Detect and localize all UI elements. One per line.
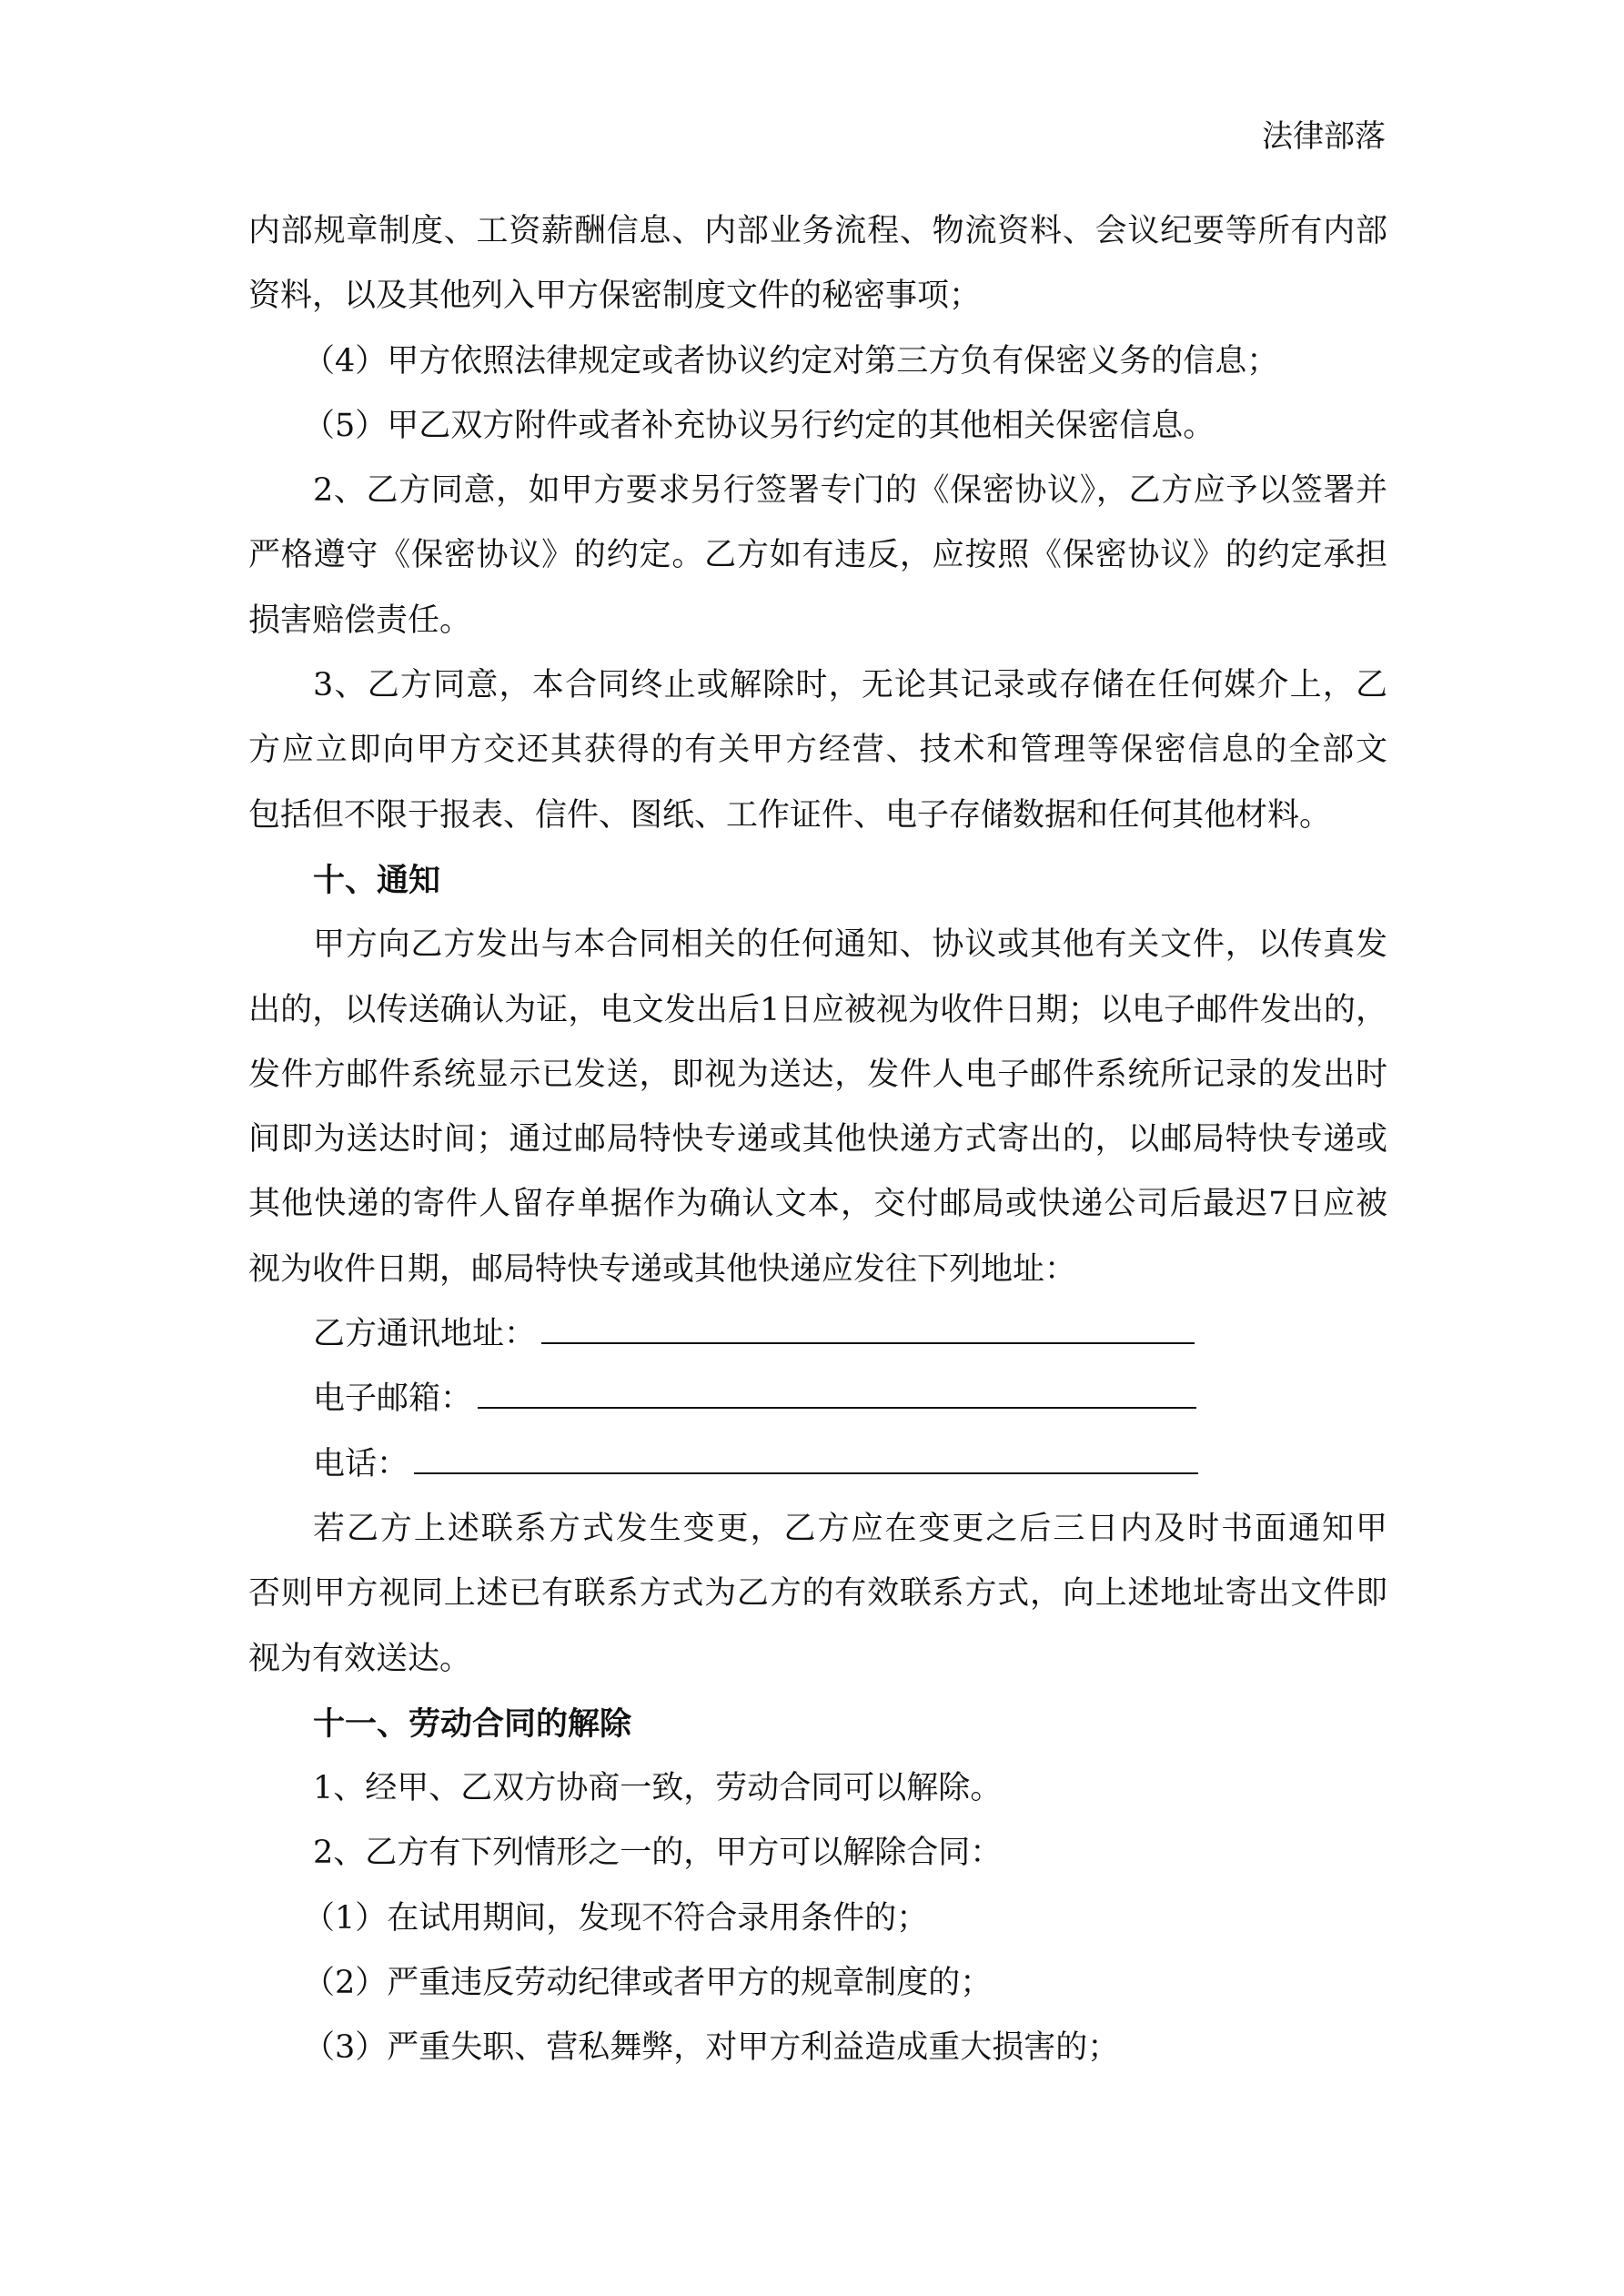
paragraph-line: 视为有效送达。 [248, 1640, 472, 1677]
email-label: 电子邮箱： [313, 1381, 473, 1418]
paragraph-line: 2、乙方有下列情形之一的，甲方可以解除合同： [313, 1835, 1003, 1872]
paragraph-line: 出的，以传送确认为证，电文发出后1日应被视为收件日期；以电子邮件发出的， [248, 991, 1387, 1028]
list-item: （1）在试用期间，发现不符合录用条件的； [303, 1899, 929, 1937]
document-body [248, 199, 1387, 2081]
paragraph-line: 否则甲方视同上述已有联系方式为乙方的有效联系方式，向上述地址寄出文件即 [248, 1575, 1387, 1613]
paragraph-line: 内部规章制度、工资薪酬信息、内部业务流程、物流资料、会议纪要等所有内部 [248, 213, 1387, 249]
email-blank [478, 1367, 1196, 1409]
list-item: （5）甲乙双方附件或者补充协议另行约定的其他相关保密信息。 [303, 407, 1215, 444]
email-field [248, 1367, 1387, 1431]
address-field [248, 1302, 1387, 1367]
paragraph-line: 1、经甲、乙双方协商一致，劳动合同可以解除。 [313, 1770, 1003, 1807]
list-item: （2）严重违反劳动纪律或者甲方的规章制度的； [303, 1965, 993, 2002]
section-heading-notice: 十、通知 [313, 861, 441, 899]
paragraph-line: 视为收件日期，邮局特快专递或其他快递应发往下列地址： [248, 1250, 1077, 1288]
section-heading-termination: 十一、劳动合同的解除 [313, 1704, 632, 1743]
paragraph-line: 严格遵守《保密协议》的约定。乙方如有违反，应按照《保密协议》的约定承担 [248, 537, 1387, 574]
paragraph-line: 包括但不限于报表、信件、图纸、工作证件、电子存储数据和任何其他材料。 [248, 796, 1332, 834]
header-brand: 法律部落 [1262, 118, 1386, 155]
paragraph-line: 2、乙方同意，如甲方要求另行签署专门的《保密协议》，乙方应予以签署并 [313, 472, 1387, 510]
list-item: （4）甲方依照法律规定或者协议约定对第三方负有保密义务的信息； [303, 342, 1279, 379]
paragraph-line: 损害赔偿责任。 [248, 602, 472, 639]
paragraph-line: 方应立即向甲方交还其获得的有关甲方经营、技术和管理等保密信息的全部文 [248, 732, 1387, 769]
list-item: （3）严重失职、营私舞弊，对甲方利益造成重大损害的； [303, 2029, 1120, 2067]
paragraph-line: 3、乙方同意，本合同终止或解除时，无论其记录或存储在任何媒介上，乙 [313, 667, 1387, 704]
paragraph-line: 甲方向乙方发出与本合同相关的任何通知、协议或其他有关文件，以传真发 [313, 926, 1387, 964]
paragraph-line: 其他快递的寄件人留存单据作为确认文本，交付邮局或快递公司后最迟7日应被 [248, 1186, 1387, 1223]
phone-blank [414, 1432, 1198, 1474]
paragraph-line: 资料，以及其他列入甲方保密制度文件的秘密事项； [248, 278, 982, 315]
address-label: 乙方通讯地址： [313, 1316, 537, 1353]
paragraph-line: 发件方邮件系统显示已发送，即视为送达，发件人电子邮件系统所记录的发出时 [248, 1056, 1387, 1093]
address-blank [541, 1302, 1195, 1344]
phone-field [248, 1432, 1387, 1497]
paragraph-line: 间即为送达时间；通过邮局特快专递或其他快递方式寄出的，以邮局特快专递或 [248, 1121, 1387, 1158]
phone-label: 电话： [313, 1445, 409, 1482]
paragraph-line: 若乙方上述联系方式发生变更，乙方应在变更之后三日内及时书面通知甲 [313, 1510, 1387, 1547]
